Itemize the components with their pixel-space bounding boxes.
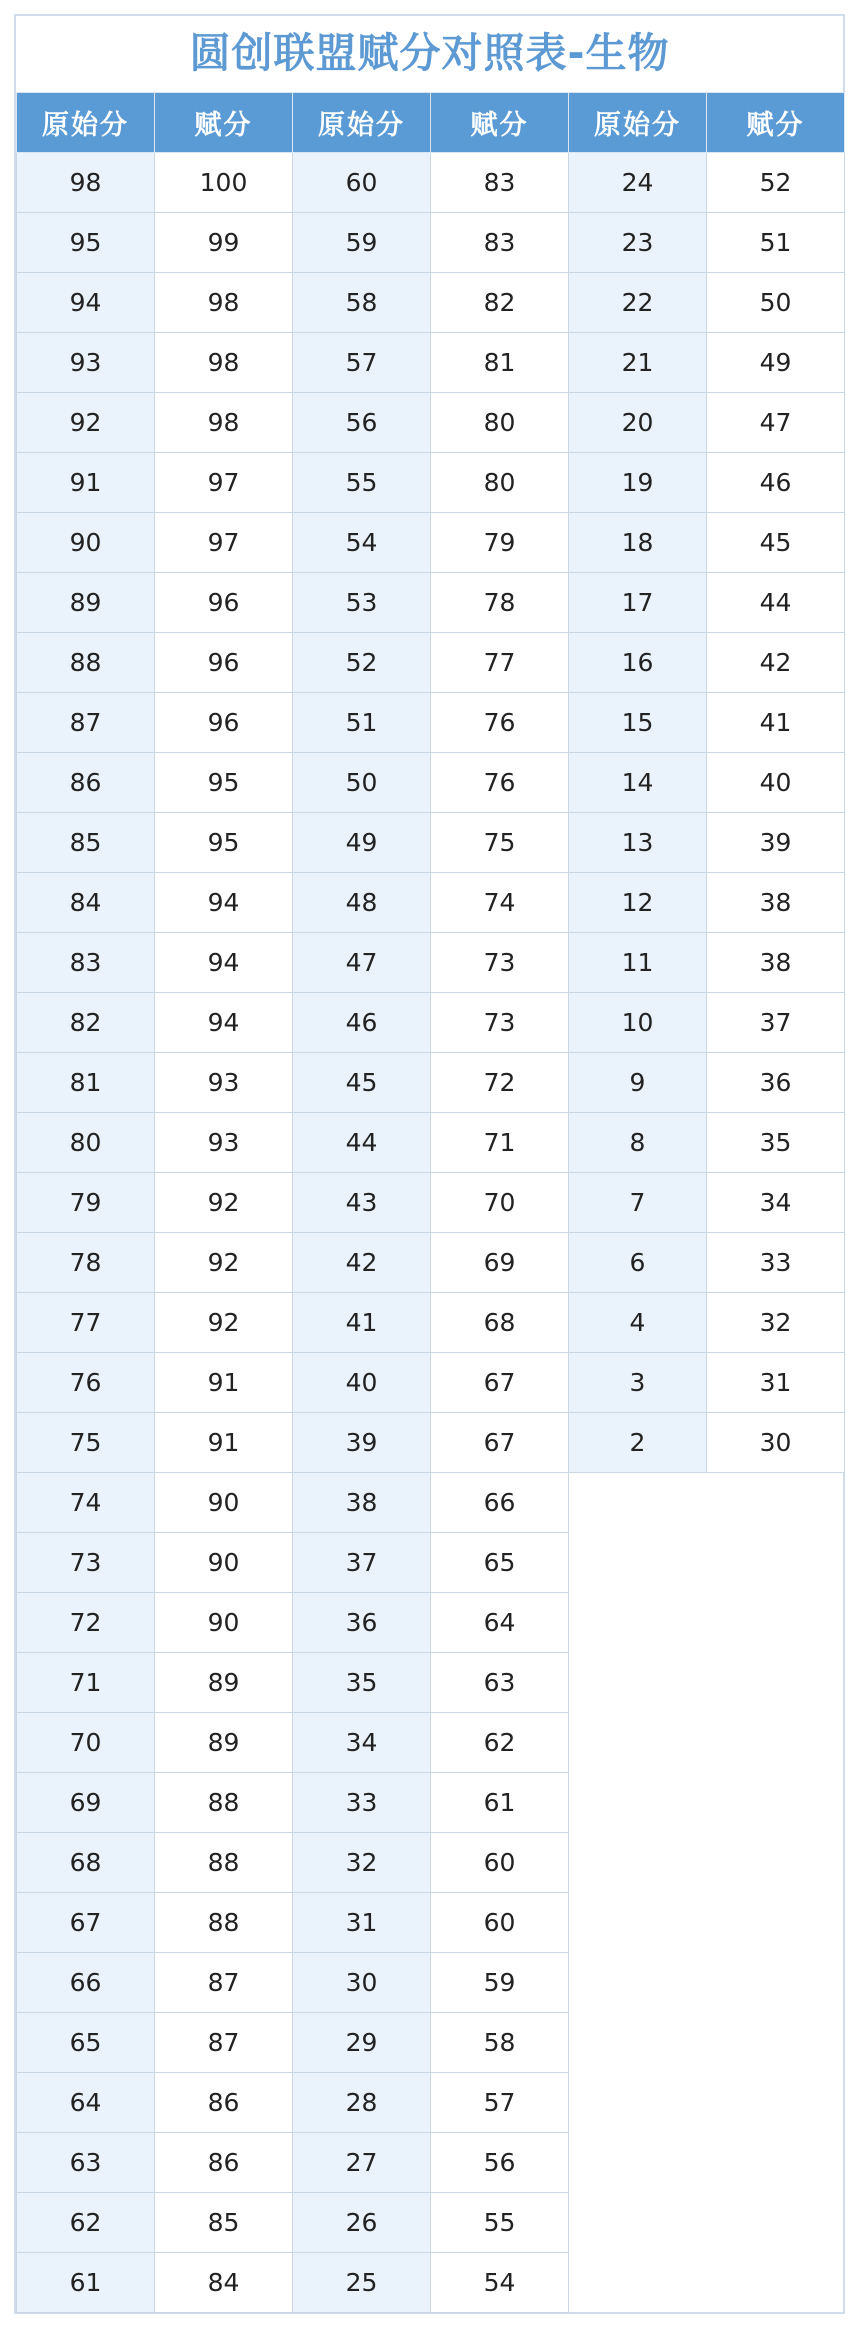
assigned-score-cell: 42 [707, 633, 845, 693]
table-row [17, 1653, 845, 1713]
raw-score-cell: 24 [569, 153, 707, 213]
table-row [17, 393, 845, 453]
empty-cell [569, 2193, 707, 2253]
assigned-score-cell: 52 [707, 153, 845, 213]
raw-score-cell: 85 [17, 813, 155, 873]
assigned-score-cell: 98 [155, 273, 293, 333]
raw-score-cell: 81 [17, 1053, 155, 1113]
empty-cell [569, 2253, 707, 2313]
assigned-score-cell: 60 [431, 1833, 569, 1893]
assigned-score-cell: 36 [707, 1053, 845, 1113]
raw-score-cell: 8 [569, 1113, 707, 1173]
table-row [17, 933, 845, 993]
assigned-score-cell: 84 [155, 2253, 293, 2313]
assigned-score-cell: 85 [155, 2193, 293, 2253]
page-title: 圆创联盟赋分对照表-生物 [189, 29, 670, 77]
empty-cell [569, 2013, 707, 2073]
assigned-score-cell: 72 [431, 1053, 569, 1113]
raw-score-cell: 48 [293, 873, 431, 933]
table-row [17, 993, 845, 1053]
raw-score-cell: 13 [569, 813, 707, 873]
table-row [17, 693, 845, 753]
empty-cell [569, 1593, 707, 1653]
raw-score-cell: 72 [17, 1593, 155, 1653]
raw-score-cell: 41 [293, 1293, 431, 1353]
assigned-score-cell: 96 [155, 573, 293, 633]
empty-cell [569, 1713, 707, 1773]
table-row [17, 2073, 845, 2133]
raw-score-cell: 93 [17, 333, 155, 393]
assigned-score-cell: 88 [155, 1893, 293, 1953]
raw-score-cell: 65 [17, 2013, 155, 2073]
raw-score-cell: 94 [17, 273, 155, 333]
raw-score-cell: 32 [293, 1833, 431, 1893]
raw-score-cell: 2 [569, 1413, 707, 1473]
table-body [17, 153, 845, 2313]
assigned-score-cell: 76 [431, 693, 569, 753]
assigned-score-cell: 65 [431, 1533, 569, 1593]
assigned-score-cell: 38 [707, 933, 845, 993]
raw-score-cell: 82 [17, 993, 155, 1053]
assigned-score-cell: 50 [707, 273, 845, 333]
assigned-score-cell: 91 [155, 1353, 293, 1413]
raw-score-cell: 55 [293, 453, 431, 513]
raw-score-cell: 87 [17, 693, 155, 753]
assigned-score-cell: 96 [155, 633, 293, 693]
assigned-score-cell: 41 [707, 693, 845, 753]
table-row [17, 1773, 845, 1833]
assigned-score-cell: 56 [431, 2133, 569, 2193]
table-row [17, 1413, 845, 1473]
assigned-score-cell: 57 [431, 2073, 569, 2133]
raw-score-cell: 49 [293, 813, 431, 873]
raw-score-cell: 36 [293, 1593, 431, 1653]
assigned-score-cell: 69 [431, 1233, 569, 1293]
raw-score-cell: 47 [293, 933, 431, 993]
empty-cell [707, 1833, 845, 1893]
empty-cell [569, 1953, 707, 2013]
assigned-score-cell: 33 [707, 1233, 845, 1293]
raw-score-cell: 92 [17, 393, 155, 453]
assigned-score-cell: 47 [707, 393, 845, 453]
empty-cell [569, 1473, 707, 1533]
header-assigned-score-3: 赋分 [707, 93, 845, 153]
raw-score-cell: 83 [17, 933, 155, 993]
table-row [17, 1233, 845, 1293]
raw-score-cell: 71 [17, 1653, 155, 1713]
raw-score-cell: 64 [17, 2073, 155, 2133]
raw-score-cell: 80 [17, 1113, 155, 1173]
assigned-score-cell: 67 [431, 1353, 569, 1413]
raw-score-cell: 67 [17, 1893, 155, 1953]
raw-score-cell: 15 [569, 693, 707, 753]
raw-score-cell: 17 [569, 573, 707, 633]
assigned-score-cell: 34 [707, 1173, 845, 1233]
header-assigned-score-1: 赋分 [155, 93, 293, 153]
assigned-score-cell: 88 [155, 1773, 293, 1833]
raw-score-cell: 57 [293, 333, 431, 393]
table-row [17, 1713, 845, 1773]
raw-score-cell: 23 [569, 213, 707, 273]
assigned-score-cell: 64 [431, 1593, 569, 1653]
table-row [17, 2253, 845, 2313]
assigned-score-cell: 60 [431, 1893, 569, 1953]
empty-cell [707, 1953, 845, 2013]
table-row [17, 1893, 845, 1953]
raw-score-cell: 19 [569, 453, 707, 513]
empty-cell [569, 1833, 707, 1893]
assigned-score-cell: 68 [431, 1293, 569, 1353]
raw-score-cell: 78 [17, 1233, 155, 1293]
assigned-score-cell: 74 [431, 873, 569, 933]
empty-cell [707, 1893, 845, 1953]
raw-score-cell: 63 [17, 2133, 155, 2193]
assigned-score-cell: 70 [431, 1173, 569, 1233]
assigned-score-cell: 63 [431, 1653, 569, 1713]
assigned-score-cell: 38 [707, 873, 845, 933]
raw-score-cell: 74 [17, 1473, 155, 1533]
raw-score-cell: 59 [293, 213, 431, 273]
assigned-score-cell: 97 [155, 513, 293, 573]
raw-score-cell: 75 [17, 1413, 155, 1473]
table-row [17, 2013, 845, 2073]
assigned-score-cell: 90 [155, 1533, 293, 1593]
table-row [17, 333, 845, 393]
raw-score-cell: 77 [17, 1293, 155, 1353]
assigned-score-cell: 80 [431, 393, 569, 453]
assigned-score-cell: 89 [155, 1653, 293, 1713]
assigned-score-cell: 54 [431, 2253, 569, 2313]
assigned-score-cell: 96 [155, 693, 293, 753]
table-row [17, 1353, 845, 1413]
assigned-score-cell: 49 [707, 333, 845, 393]
assigned-score-cell: 45 [707, 513, 845, 573]
table-row [17, 1113, 845, 1173]
raw-score-cell: 68 [17, 1833, 155, 1893]
raw-score-cell: 7 [569, 1173, 707, 1233]
empty-cell [569, 1653, 707, 1713]
raw-score-cell: 44 [293, 1113, 431, 1173]
empty-cell [569, 2133, 707, 2193]
assigned-score-cell: 51 [707, 213, 845, 273]
assigned-score-cell: 35 [707, 1113, 845, 1173]
assigned-score-cell: 46 [707, 453, 845, 513]
assigned-score-cell: 81 [431, 333, 569, 393]
table-row [17, 1833, 845, 1893]
raw-score-cell: 28 [293, 2073, 431, 2133]
assigned-score-cell: 76 [431, 753, 569, 813]
raw-score-cell: 38 [293, 1473, 431, 1533]
assigned-score-cell: 61 [431, 1773, 569, 1833]
table-row [17, 153, 845, 213]
raw-score-cell: 40 [293, 1353, 431, 1413]
assigned-score-cell: 58 [431, 2013, 569, 2073]
assigned-score-cell: 30 [707, 1413, 845, 1473]
raw-score-cell: 70 [17, 1713, 155, 1773]
assigned-score-cell: 55 [431, 2193, 569, 2253]
raw-score-cell: 6 [569, 1233, 707, 1293]
assigned-score-cell: 39 [707, 813, 845, 873]
assigned-score-cell: 32 [707, 1293, 845, 1353]
assigned-score-cell: 40 [707, 753, 845, 813]
assigned-score-cell: 98 [155, 333, 293, 393]
table-row [17, 2133, 845, 2193]
empty-cell [569, 1893, 707, 1953]
table-row [17, 753, 845, 813]
assigned-score-cell: 86 [155, 2133, 293, 2193]
table-row [17, 1953, 845, 2013]
empty-cell [569, 2073, 707, 2133]
raw-score-cell: 25 [293, 2253, 431, 2313]
raw-score-cell: 84 [17, 873, 155, 933]
table-row [17, 213, 845, 273]
raw-score-cell: 39 [293, 1413, 431, 1473]
assigned-score-cell: 99 [155, 213, 293, 273]
empty-cell [569, 1533, 707, 1593]
assigned-score-cell: 92 [155, 1293, 293, 1353]
assigned-score-cell: 44 [707, 573, 845, 633]
assigned-score-cell: 82 [431, 273, 569, 333]
assigned-score-cell: 92 [155, 1233, 293, 1293]
empty-cell [707, 2253, 845, 2313]
table-row [17, 873, 845, 933]
raw-score-cell: 27 [293, 2133, 431, 2193]
raw-score-cell: 33 [293, 1773, 431, 1833]
assigned-score-cell: 97 [155, 453, 293, 513]
header-raw-score-2: 原始分 [293, 93, 431, 153]
table-row [17, 1173, 845, 1233]
assigned-score-cell: 94 [155, 873, 293, 933]
assigned-score-cell: 95 [155, 753, 293, 813]
raw-score-cell: 90 [17, 513, 155, 573]
raw-score-cell: 34 [293, 1713, 431, 1773]
raw-score-cell: 14 [569, 753, 707, 813]
assigned-score-cell: 92 [155, 1173, 293, 1233]
assigned-score-cell: 73 [431, 933, 569, 993]
table-row [17, 2193, 845, 2253]
raw-score-cell: 30 [293, 1953, 431, 2013]
assigned-score-cell: 83 [431, 213, 569, 273]
raw-score-cell: 60 [293, 153, 431, 213]
raw-score-cell: 16 [569, 633, 707, 693]
empty-cell [569, 1773, 707, 1833]
assigned-score-cell: 93 [155, 1113, 293, 1173]
assigned-score-cell: 100 [155, 153, 293, 213]
raw-score-cell: 21 [569, 333, 707, 393]
raw-score-cell: 98 [17, 153, 155, 213]
raw-score-cell: 42 [293, 1233, 431, 1293]
raw-score-cell: 46 [293, 993, 431, 1053]
table-row [17, 1293, 845, 1353]
assigned-score-cell: 37 [707, 993, 845, 1053]
assigned-score-cell: 91 [155, 1413, 293, 1473]
assigned-score-cell: 94 [155, 933, 293, 993]
raw-score-cell: 54 [293, 513, 431, 573]
empty-cell [707, 2073, 845, 2133]
raw-score-cell: 56 [293, 393, 431, 453]
assigned-score-cell: 90 [155, 1473, 293, 1533]
assigned-score-cell: 71 [431, 1113, 569, 1173]
raw-score-cell: 79 [17, 1173, 155, 1233]
table-row [17, 513, 845, 573]
raw-score-cell: 95 [17, 213, 155, 273]
raw-score-cell: 86 [17, 753, 155, 813]
table-row [17, 1593, 845, 1653]
raw-score-cell: 53 [293, 573, 431, 633]
table-row [17, 1053, 845, 1113]
raw-score-cell: 58 [293, 273, 431, 333]
assigned-score-cell: 87 [155, 2013, 293, 2073]
raw-score-cell: 51 [293, 693, 431, 753]
empty-cell [707, 2013, 845, 2073]
raw-score-cell: 26 [293, 2193, 431, 2253]
raw-score-cell: 31 [293, 1893, 431, 1953]
header-assigned-score-2: 赋分 [431, 93, 569, 153]
table-row [17, 1533, 845, 1593]
raw-score-cell: 35 [293, 1653, 431, 1713]
assigned-score-cell: 83 [431, 153, 569, 213]
header-raw-score-3: 原始分 [569, 93, 707, 153]
raw-score-cell: 61 [17, 2253, 155, 2313]
raw-score-cell: 50 [293, 753, 431, 813]
raw-score-cell: 18 [569, 513, 707, 573]
raw-score-cell: 43 [293, 1173, 431, 1233]
table-row [17, 1473, 845, 1533]
empty-cell [707, 1773, 845, 1833]
assigned-score-cell: 93 [155, 1053, 293, 1113]
assigned-score-cell: 66 [431, 1473, 569, 1533]
assigned-score-cell: 80 [431, 453, 569, 513]
assigned-score-cell: 86 [155, 2073, 293, 2133]
empty-cell [707, 1593, 845, 1653]
assigned-score-cell: 94 [155, 993, 293, 1053]
assigned-score-cell: 31 [707, 1353, 845, 1413]
assigned-score-cell: 95 [155, 813, 293, 873]
empty-cell [707, 1533, 845, 1593]
raw-score-cell: 62 [17, 2193, 155, 2253]
raw-score-cell: 20 [569, 393, 707, 453]
raw-score-cell: 52 [293, 633, 431, 693]
raw-score-cell: 88 [17, 633, 155, 693]
empty-cell [707, 1653, 845, 1713]
assigned-score-cell: 88 [155, 1833, 293, 1893]
table-row [17, 573, 845, 633]
raw-score-cell: 91 [17, 453, 155, 513]
raw-score-cell: 76 [17, 1353, 155, 1413]
table-row [17, 453, 845, 513]
table-row [17, 273, 845, 333]
assigned-score-cell: 87 [155, 1953, 293, 2013]
raw-score-cell: 45 [293, 1053, 431, 1113]
assigned-score-cell: 89 [155, 1713, 293, 1773]
raw-score-cell: 11 [569, 933, 707, 993]
assigned-score-cell: 78 [431, 573, 569, 633]
assigned-score-cell: 73 [431, 993, 569, 1053]
raw-score-cell: 9 [569, 1053, 707, 1113]
assigned-score-cell: 62 [431, 1713, 569, 1773]
assigned-score-cell: 75 [431, 813, 569, 873]
empty-cell [707, 1473, 845, 1533]
empty-cell [707, 1713, 845, 1773]
assigned-score-cell: 98 [155, 393, 293, 453]
raw-score-cell: 4 [569, 1293, 707, 1353]
assigned-score-cell: 79 [431, 513, 569, 573]
raw-score-cell: 37 [293, 1533, 431, 1593]
raw-score-cell: 66 [17, 1953, 155, 2013]
assigned-score-cell: 67 [431, 1413, 569, 1473]
raw-score-cell: 73 [17, 1533, 155, 1593]
raw-score-cell: 3 [569, 1353, 707, 1413]
raw-score-cell: 29 [293, 2013, 431, 2073]
raw-score-cell: 22 [569, 273, 707, 333]
assigned-score-cell: 59 [431, 1953, 569, 2013]
table-header-row [17, 93, 845, 153]
table-row [17, 633, 845, 693]
header-raw-score-1: 原始分 [17, 93, 155, 153]
table-row [17, 813, 845, 873]
raw-score-cell: 69 [17, 1773, 155, 1833]
score-conversion-table [16, 92, 845, 2313]
raw-score-cell: 89 [17, 573, 155, 633]
raw-score-cell: 10 [569, 993, 707, 1053]
raw-score-cell: 12 [569, 873, 707, 933]
assigned-score-cell: 77 [431, 633, 569, 693]
empty-cell [707, 2133, 845, 2193]
empty-cell [707, 2193, 845, 2253]
assigned-score-cell: 90 [155, 1593, 293, 1653]
